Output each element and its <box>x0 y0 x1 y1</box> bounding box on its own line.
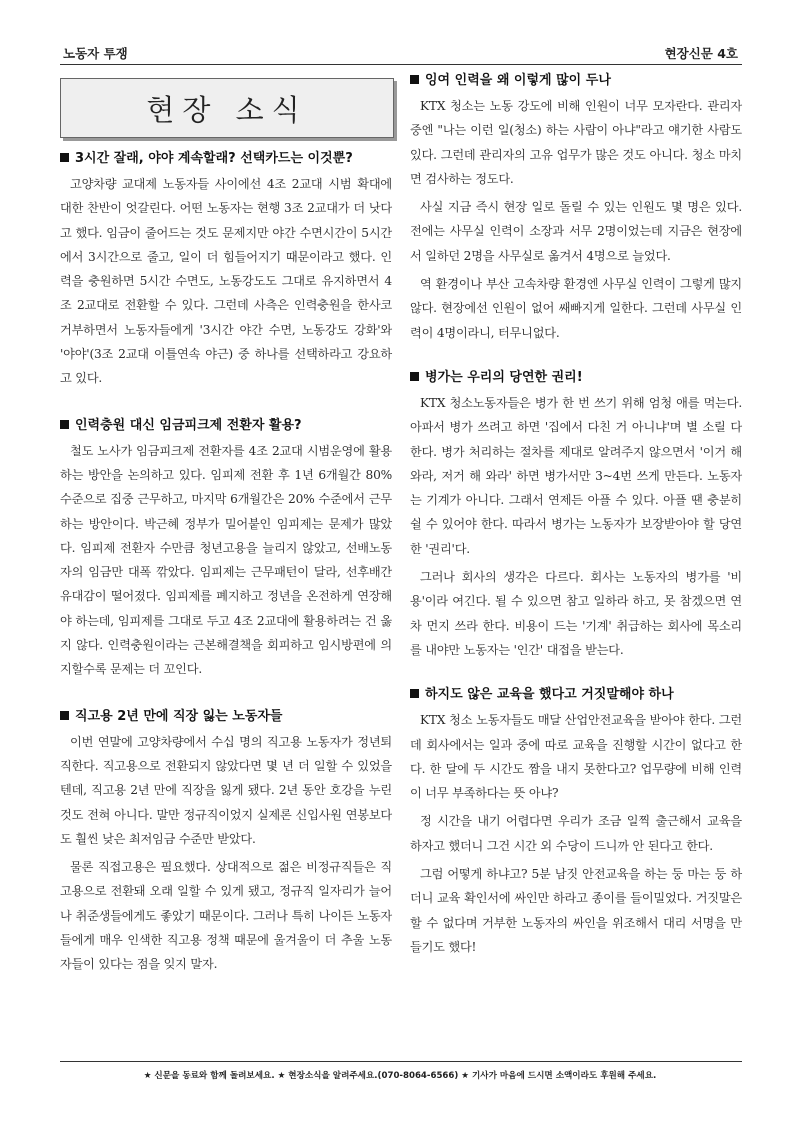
square-bullet-icon <box>410 372 419 381</box>
footer-notice: ★ 신문을 동료와 함께 돌려보세요. ★ 현장소식을 알려주세요.(070-8064-6566) ★ 기사가 마음에 드시면 소액이라도 후원해 주세요. <box>143 1071 657 1081</box>
page-title: 현장 소식 <box>146 92 308 127</box>
issue-label: 현장신문 4호 <box>664 46 738 61</box>
article-3-paragraph-1: 이번 연말에 고양차량에서 수십 명의 직고용 노동자가 정년퇴직한다. 직고용으로 전환되지 않았다면 몇 년 더 일할 수 있었을 텐데, 직고용 2년 만에 직장을 잃게 됐다. 2년 동안 호강을 누린 것도 전혀 아니다. 말만 정규직이었지 실제론 신입사원 연봉보다도 훨씬 낮은 최저임금 수준만 받았다. <box>60 734 392 846</box>
article-title-2: 인력충원 대신 임금피크제 전환자 활용? <box>60 417 392 435</box>
article-6-paragraph-3: 그럼 어떻게 하냐고? 5분 남짓 안전교육을 하는 둥 마는 둥 하더니 교육 확인서에 싸인만 하라고 종이를 들이밀었다. 거짓말은 할 수 없다며 거부한 노동자의 싸인을 위조해서 대리 서명을 만들기도 했다! <box>410 867 742 954</box>
article-title-3: 직고용 2년 만에 직장 잃는 노동자들 <box>60 708 392 726</box>
page-title-box <box>60 78 394 138</box>
article-3-paragraph-2: 물론 직접고용은 필요했다. 상대적으로 젊은 비정규직들은 직고용으로 전환돼 오래 일할 수 있게 됐고, 정규직 일자리가 늘어나 취준생들에게도 좋았기 때문이다. 그러나 특히 나이든 노동자들에게 매우 인색한 직고용 정책 때문에 울겨울이 더 추울 노동자들이 있다는 점을 잊지 말자. <box>60 860 392 972</box>
article-6-paragraph-2: 정 시간을 내기 어렵다면 우리가 조금 일찍 출근해서 교육을 하자고 했더니 그건 시간 외 수당이 드니까 안 된다고 한다. <box>410 814 742 853</box>
section-label: 노동자 투쟁 <box>63 46 128 61</box>
article-title-5: 병가는 우리의 당연한 권리! <box>410 369 742 387</box>
footer-divider <box>60 1061 742 1062</box>
right-column <box>410 72 742 959</box>
article-title-1: 3시간 잘래, 야야 계속할래? 선택카드는 이것뿐? <box>60 150 392 168</box>
square-bullet-icon <box>60 711 69 720</box>
square-bullet-icon <box>410 75 419 84</box>
article-6-paragraph-1: KTX 청소 노동자들도 매달 산업안전교육을 받아야 한다. 그런데 회사에서는 일과 중에 따로 교육을 진행할 시간이 없다고 한다. 한 달에 두 시간도 짬을 내지 못한다고? 업무량에 비해 인력이 너무 부족하다는 뜻 아냐? <box>410 713 742 801</box>
article-title-6: 하지도 않은 교육을 했다고 거짓말해야 하나 <box>410 686 742 704</box>
article-4-paragraph-1: KTX 청소는 노동 강도에 비해 인원이 너무 모자란다. 관리자 중엔 "나는 이런 일(청소) 하는 사람이 아냐"라고 얘기한 사람도 있다. 그런데 관리자의 고유 업무가 많은 것도 아니다. 청소 마치면 검사하는 정도다. <box>410 99 742 186</box>
square-bullet-icon <box>60 153 69 162</box>
article-4-paragraph-2: 사실 지금 즉시 현장 일로 돌릴 수 있는 인원도 몇 명은 있다. 전에는 사무실 인력이 소장과 서무 2명이었는데 지금은 현장에서 일하던 2명을 사무실로 옮겨서 4명으로 늘었다. <box>410 200 742 263</box>
article-5-paragraph-1: KTX 청소노동자들은 병가 한 번 쓰기 위해 엄청 애를 먹는다. 아파서 병가 쓰려고 하면 '집에서 다친 거 아니냐'며 별 소릴 다 한다. 병가 처리하는 절차를 제대로 알려주지 않으면서 '이거 해 와라, 저거 해 와라' 하면 병가서만 3~4번 쓰게 만든다. 노동자는 기계가 아니다. 그래서 연제든 아플 수 있다. 아플 땐 충분히 쉴 수 있어야 한다. 따라서 병가는 노동자가 보장받아야 할 당연한 '권리'다. <box>410 395 742 556</box>
square-bullet-icon <box>410 689 419 698</box>
header-divider <box>60 64 742 65</box>
article-title-4: 잉여 인력을 왜 이렇게 많이 두나 <box>410 72 742 90</box>
article-1-paragraph-1: 고양차량 교대제 노동자들 사이에선 4조 2교대 시범 확대에 대한 찬반이 엇갈린다. 어떤 노동자는 현행 3조 2교대가 더 낫다고 했다. 임금이 줄어드는 것도 문제지만 야간 수면시간이 5시간에서 3시간으로 줄고, 일이 더 힘들어지기 때문이라고 했다. 인력을 충원하면 5시간 수면도, 노동강도도 그대로 유지하면서 4조 2교대로 전환할 수 있다. 그런데 사측은 인력충원을 한사코 거부하면서 노동자들에게 '3시간 야간 수면, 노동강도 강화'와 '야야'(3조 2교대 이틀연속 야근) 중 하나를 선택하라고 강요하고 있다. <box>60 177 392 386</box>
article-4-paragraph-3: 역 환경이나 부산 고속차량 환경엔 사무실 인력이 그렇게 많지 않다. 현장에선 인원이 없어 쌔빠지게 일한다. 그런데 사무실 인력이 4명이라니, 터무니없다. <box>410 277 742 340</box>
square-bullet-icon <box>60 420 69 429</box>
article-2-paragraph-1: 철도 노사가 임금피크제 전환자를 4조 2교대 시범운영에 활용하는 방안을 논의하고 있다. 임피제 전환 후 1년 6개월간 80% 수준으로 집중 근무하고, 마지막 6개월간은 20% 수준에서 근무하는 방안이다. 박근혜 정부가 밀어붙인 임피제는 문제가 많았다. 임피제 전환자 수만큼 청년고용을 늘리지 않았고, 선배노동자의 임금만 대폭 깎았다. 임피제는 근무패턴이 달라, 선후배간 유대감이 떨어졌다. 임피제를 폐지하고 정년을 온전하게 연장해야 하는데, 임피제를 그대로 두고 4조 2교대에 활용하려는 건 옳지 않다. 인력충원이라는 근본해결책을 회피하고 임시방편에 의지할수록 문제는 더 꼬인다. <box>60 443 392 677</box>
left-column <box>60 72 392 977</box>
article-5-paragraph-2: 그러나 회사의 생각은 다르다. 회사는 노동자의 병가를 '비용'이라 여긴다. 될 수 있으면 참고 일하라 하고, 못 참겠으면 연차 먼지 쓰라 한다. 비용이 드는 '기계' 취급하는 회사에 목소리를 내야만 노동자는 '인간' 대접을 받는다. <box>410 570 742 657</box>
